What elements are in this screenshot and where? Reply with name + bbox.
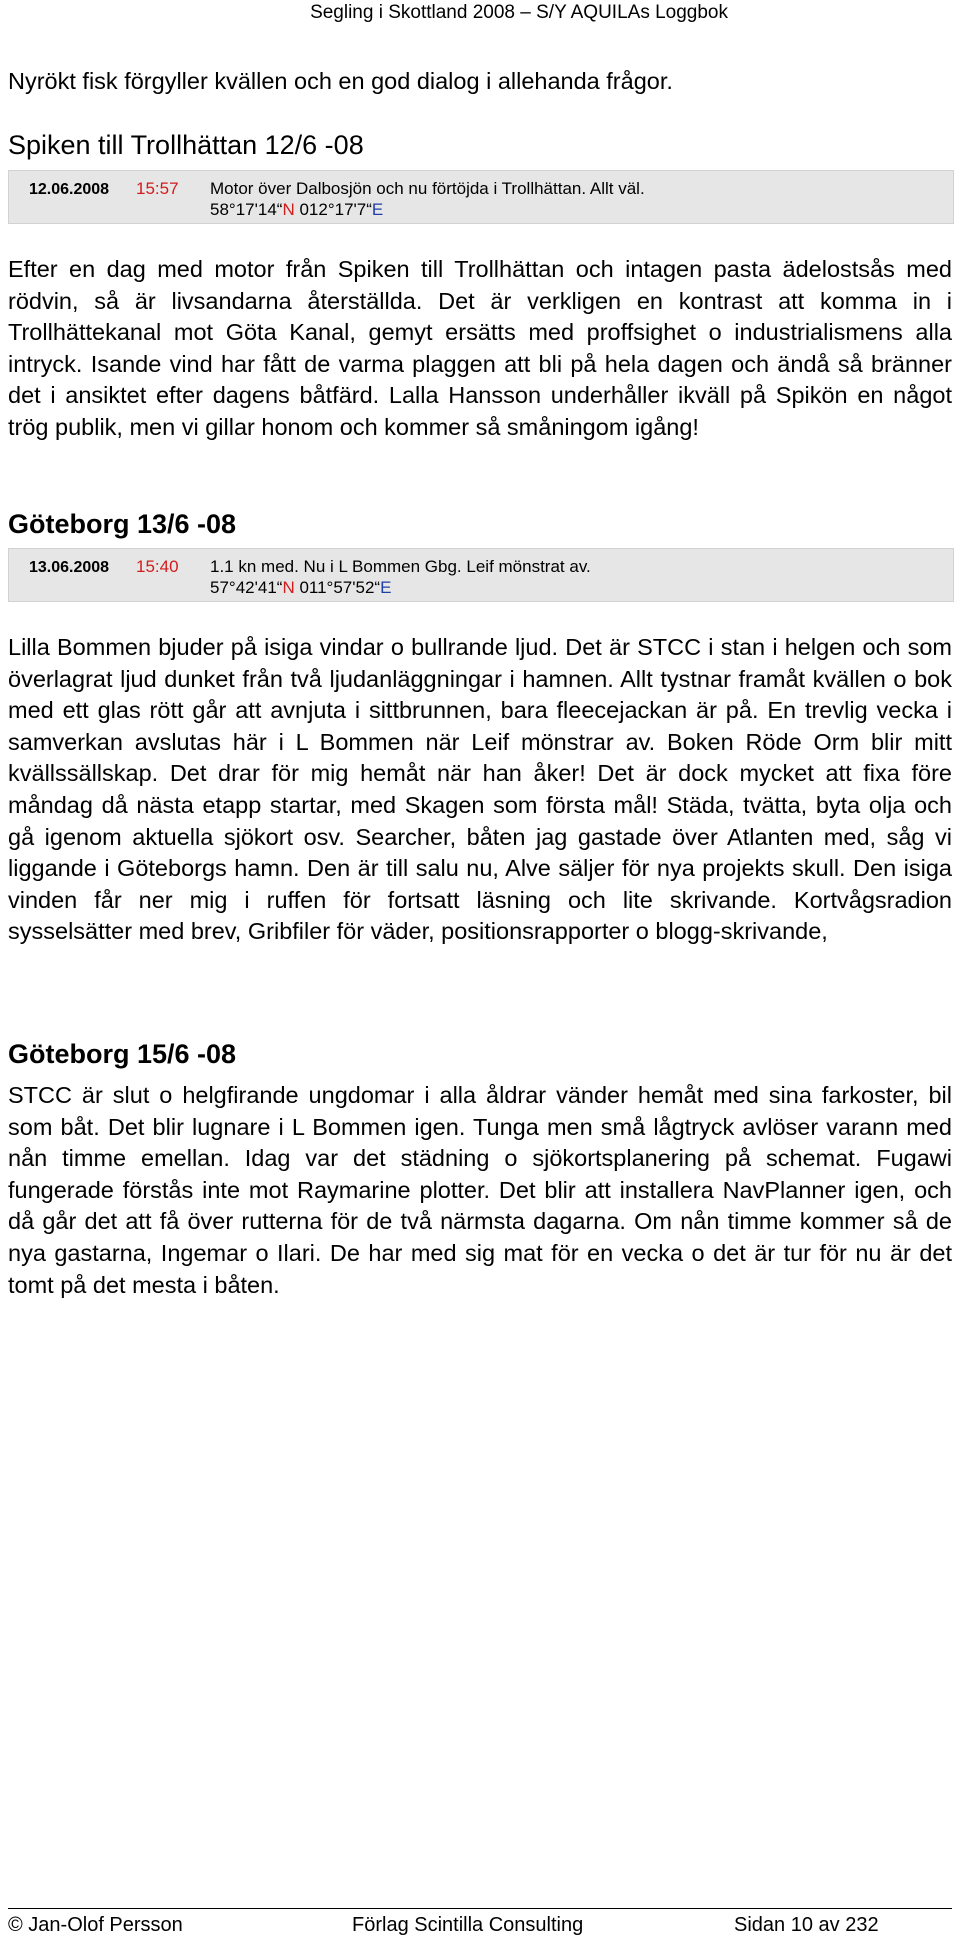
log-note: Motor över Dalbosjön och nu förtöjda i Trollhättan. Allt väl. [210, 179, 645, 198]
footer-publisher: Förlag Scintilla Consulting [352, 1914, 584, 1936]
latitude-dir: N [282, 578, 295, 597]
longitude-dir: E [380, 578, 392, 597]
log-note: 1.1 kn med. Nu i L Bommen Gbg. Leif mönstrat av. [210, 557, 591, 576]
footer-page-number: Sidan 10 av 232 [734, 1914, 879, 1936]
log-date: 13.06.2008 [29, 559, 110, 576]
section-title-goteborg-13: Göteborg 13/6 -08 [8, 509, 237, 539]
longitude: 011°57'52“ [299, 578, 381, 597]
log-entry-box [8, 170, 954, 224]
section-body-goteborg-13 [8, 632, 952, 948]
log-time: 15:40 [136, 557, 179, 576]
log-date: 12.06.2008 [29, 181, 110, 198]
intro-paragraph [8, 66, 952, 98]
log-time: 15:57 [136, 179, 179, 198]
body-text: STCC är slut o helgfirande ungdomar i alla åldrar vänder hemåt med sina farkoster, bil som båt. Det blir lugnare i L Bommen igen. Tunga men små lågtryck avlöser varann med nån timme emellan. Idag var det städning o sjökortsplanering på schemat. Fugawi fungerade förstås inte mot Raymarine plotter. Det blir att installera NavPlanner igen, och då går det att få över rutterna för de två närmsta dagarna. Om nån timme kommer så de nya gastarna, Ingemar o Ilari. De har med sig mat för en vecka o det är tur för nu är det tomt på det mesta i båten. [8, 1082, 952, 1298]
intro-text: Nyrökt fisk förgyller kvällen och en god dialog i allehanda frågor. [8, 68, 673, 94]
section-title-goteborg-15: Göteborg 15/6 -08 [8, 1039, 237, 1069]
section-title-spiken: Spiken till Trollhättan 12/6 -08 [8, 130, 364, 160]
section-body-spiken [8, 254, 952, 444]
latitude: 57°42'41“ [210, 578, 283, 597]
latitude: 58°17'14“ [210, 200, 283, 219]
footer-divider [8, 1908, 952, 1909]
running-header: Segling i Skottland 2008 – S/Y AQUILAs Loggbok [310, 2, 728, 23]
section-body-goteborg-15 [8, 1080, 952, 1301]
latitude-dir: N [282, 200, 295, 219]
footer-author: © Jan-Olof Persson [8, 1914, 183, 1936]
log-position [210, 200, 383, 220]
body-text: Efter en dag med motor från Spiken till Trollhättan och intagen pasta ädelostsås med rödvin, så är livsandarna återställda. Det är verkligen en kontrast att komma in i Trollhättekanal mot Göta Kanal, gemyt ersätts med proffsighet o industrialismens alla intryck. Isande vind har fått de varma plaggen att bli på hela dagen och ändå så bränner det i ansiktet efter dagens båtfärd. Lalla Hansson underhåller ikväll på Spikön en något trög publik, men vi gillar honom och kommer så småningom igång! [8, 256, 952, 440]
longitude-dir: E [371, 200, 384, 219]
body-text: Lilla Bommen bjuder på isiga vindar o bullrande ljud. Det är STCC i stan i helgen och som överlagrat ljud dunket från två ljudanläggningar i hamnen. Allt tystnar framåt kvällen o bok med ett glas rött går att avnjuta i sittbrunnen, bara fleecejackan är på. En trevlig vecka i samverkan avslutas här i L Bommen när Leif mönstrar av. Boken Röde Orm blir mitt kvällssällskap. Det drar för mig hemåt när han åker! Det är dock mycket att fixa före måndag då nästa etapp startar, med Skagen som första mål! Städa, tvätta, byta olja och gå igenom aktuella sjökort osv. Searcher, båten jag gastade över Atlanten med, såg vi liggande i Göteborgs hamn. Den är till salu nu, Alve säljer för nya projekts skull. Den isiga vinden får ner mig i ruffen för fortsatt läsning och lite skrivande. Kortvågsradion sysselsätter med brev, Gribfiler för väder, positionsrapporter o blogg-skrivande, [8, 634, 952, 945]
longitude: 012°17'7“ [299, 200, 372, 219]
log-entry-box [8, 548, 954, 602]
log-position [210, 578, 391, 598]
